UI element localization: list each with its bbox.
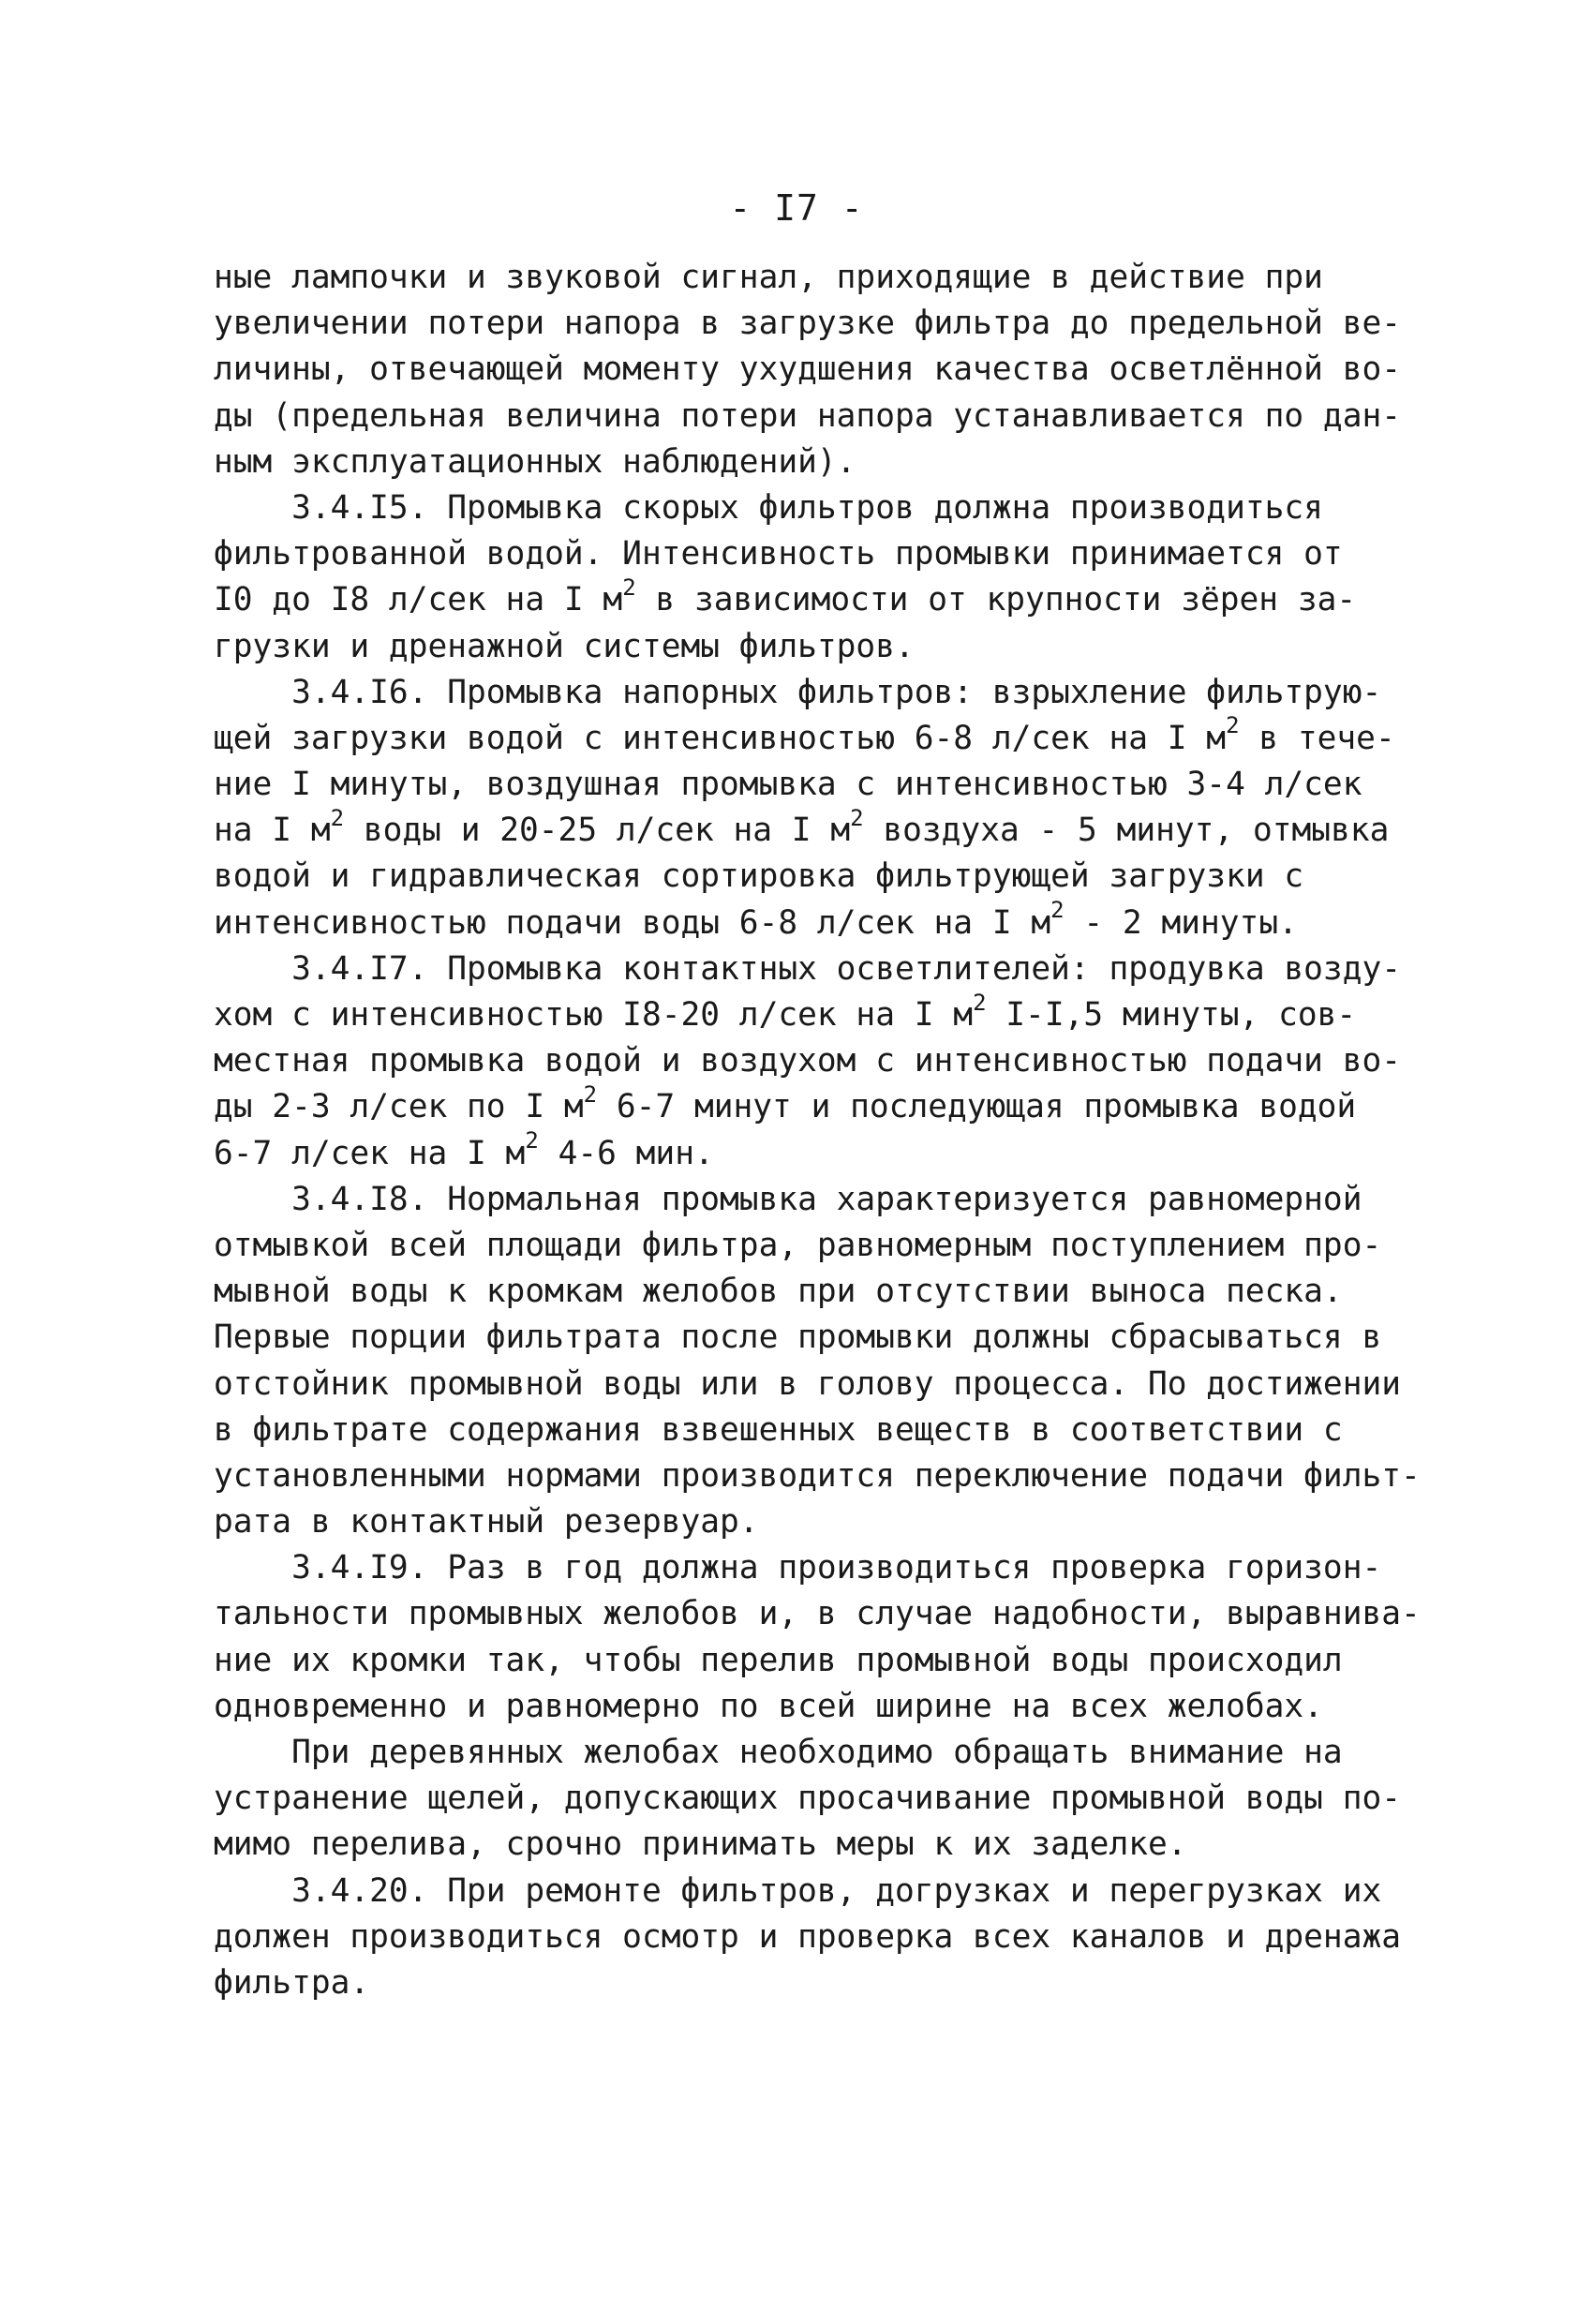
- superscript: 2: [1226, 712, 1240, 739]
- text-segment: фильтра.: [214, 1963, 370, 2002]
- text-line: [214, 1038, 1402, 1084]
- text-segment: 6-7 минут и последующая промывка водой: [597, 1088, 1357, 1126]
- text-line: [214, 1960, 1394, 2006]
- superscript: 2: [525, 1127, 539, 1155]
- text-line: [214, 1127, 1394, 1177]
- text-segment: щей загрузки водой с интенсивностью 6-8 л/сек на I м: [214, 719, 1227, 757]
- text-line: [214, 989, 1394, 1038]
- text-line: [214, 1638, 1394, 1684]
- text-segment: 3.4.I7. Промывка контактных осветлителей: продувка возду-: [214, 949, 1402, 988]
- text-line: [214, 1408, 1394, 1453]
- text-segment: ным эксплуатационных наблюдений).: [214, 442, 856, 481]
- text-segment: ды 2-3 л/сек по I м: [214, 1088, 584, 1126]
- text-segment: тальности промывных желобов и, в случае надобности, выравнива-: [214, 1595, 1421, 1633]
- text-line: [214, 1453, 1421, 1499]
- text-segment: установленными нормами производится переключение подачи фильт-: [214, 1456, 1421, 1495]
- text-line: [214, 1315, 1394, 1361]
- text-line: [214, 255, 1394, 301]
- text-line: [214, 1223, 1394, 1269]
- text-segment: отмывкой всей площади фильтра, равномерным поступлением про-: [214, 1226, 1382, 1264]
- text-line: [214, 1591, 1421, 1637]
- text-segment: хом с интенсивностью I8-20 л/сек на I м: [214, 996, 974, 1034]
- text-line: [214, 897, 1394, 946]
- text-segment: Первые порции фильтрата после промывки должны сбрасываться в: [214, 1318, 1382, 1357]
- text-segment: рата в контактный резервуар.: [214, 1503, 759, 1542]
- text-line: [214, 804, 1394, 854]
- text-line: [214, 301, 1402, 347]
- text-segment: воздуха - 5 минут, отмывка: [863, 812, 1390, 850]
- text-line: [214, 1362, 1402, 1408]
- text-line: [214, 1499, 1394, 1545]
- text-line: [214, 1684, 1394, 1730]
- text-segment: 3.4.I5. Промывка скорых фильтров должна производиться: [214, 488, 1323, 527]
- text-line: [214, 1177, 1394, 1223]
- text-line: [214, 1269, 1394, 1315]
- text-line: [214, 670, 1394, 716]
- text-segment: водой и гидравлическая сортировка фильтрующей загрузки с: [214, 857, 1304, 896]
- text-line: [214, 394, 1402, 439]
- text-segment: 4-6 мин.: [538, 1134, 714, 1172]
- text-line: [214, 439, 1394, 485]
- superscript: 2: [1050, 897, 1064, 924]
- text-segment: - 2 минуты.: [1064, 903, 1298, 942]
- text-segment: 3.4.I8. Нормальная промывка характеризуется равномерной: [214, 1180, 1362, 1218]
- text-segment: устранение щелей, допускающих просачивание промывной воды по-: [214, 1780, 1402, 1818]
- text-segment: I0 до I8 л/сек на I м: [214, 581, 623, 619]
- superscript: 2: [622, 574, 636, 601]
- text-line: [214, 1822, 1394, 1868]
- text-segment: мывной воды к кромкам желобов при отсутствии выноса песка.: [214, 1273, 1343, 1311]
- text-line: [214, 574, 1394, 623]
- text-line: [214, 624, 1394, 670]
- text-line: [214, 1776, 1402, 1822]
- superscript: 2: [583, 1080, 598, 1108]
- text-segment: ные лампочки и звуковой сигнал, приходящие в действие при: [214, 259, 1323, 296]
- text-line: [214, 854, 1394, 900]
- text-segment: ние их кромки так, чтобы перелив промывной воды происходил: [214, 1641, 1343, 1679]
- text-segment: одновременно и равномерно по всей ширине на всех желобах.: [214, 1687, 1323, 1725]
- text-line: [214, 1730, 1394, 1776]
- text-segment: в фильтрате содержания взвешенных веществ в соответствии с: [214, 1410, 1343, 1449]
- text-line: [214, 762, 1394, 808]
- text-segment: фильтрованной водой. Интенсивность промывки принимается от: [214, 535, 1343, 574]
- text-line: [214, 946, 1402, 992]
- text-segment: I-I,5 минуты, сов-: [986, 996, 1357, 1034]
- text-segment: 6-7 л/сек на I м: [214, 1134, 526, 1172]
- text-segment: должен производиться осмотр и проверка всех каналов и дренажа: [214, 1917, 1402, 1956]
- text-segment: ды (предельная величина потери напора устанавливается по дан-: [214, 396, 1402, 435]
- text-segment: 3.4.I9. Раз в год должна производиться проверка горизон-: [214, 1549, 1382, 1587]
- text-line: [214, 1545, 1394, 1591]
- page-number: - I7 -: [729, 187, 864, 229]
- superscript: 2: [850, 804, 864, 831]
- text-segment: местная промывка водой и воздухом с интенсивностью подачи во-: [214, 1042, 1402, 1080]
- text-segment: 3.4.I6. Промывка напорных фильтров: взрыхление фильтрую-: [214, 673, 1382, 711]
- superscript: 2: [973, 989, 987, 1016]
- text-segment: воды и 20-25 л/сек на I м: [344, 812, 851, 850]
- text-segment: интенсивностью подачи воды 6-8 л/сек на I м: [214, 903, 1051, 942]
- text-segment: увеличении потери напора в загрузке фильтра до предельной ве-: [214, 305, 1402, 343]
- text-line: [214, 485, 1394, 531]
- text-segment: личины, отвечающей моменту ухудшения качества осветлённой во-: [214, 350, 1402, 389]
- text-line: [214, 531, 1394, 577]
- text-segment: мимо перелива, срочно принимать меры к их заделке.: [214, 1825, 1187, 1864]
- text-segment: в зависимости от крупности зёрен за-: [635, 581, 1357, 619]
- text-segment: грузки и дренажной системы фильтров.: [214, 627, 915, 665]
- text-segment: отстойник промывной воды или в голову процесса. По достижении: [214, 1364, 1402, 1403]
- text-segment: При деревянных желобах необходимо обращать внимание на: [214, 1734, 1343, 1771]
- text-segment: в тече-: [1239, 719, 1395, 757]
- text-line: [214, 347, 1402, 393]
- text-line: [214, 1869, 1394, 1914]
- text-line: [214, 712, 1395, 762]
- text-line: [214, 1914, 1402, 1960]
- body-text: [214, 255, 1421, 2006]
- text-segment: на I м: [214, 812, 331, 850]
- text-segment: 3.4.20. При ремонте фильтров, догрузках и перегрузках их: [214, 1871, 1382, 1910]
- text-segment: ние I минуты, воздушная промывка с интенсивностью 3-4 л/сек: [214, 766, 1362, 804]
- superscript: 2: [330, 804, 345, 831]
- text-line: [214, 1080, 1394, 1130]
